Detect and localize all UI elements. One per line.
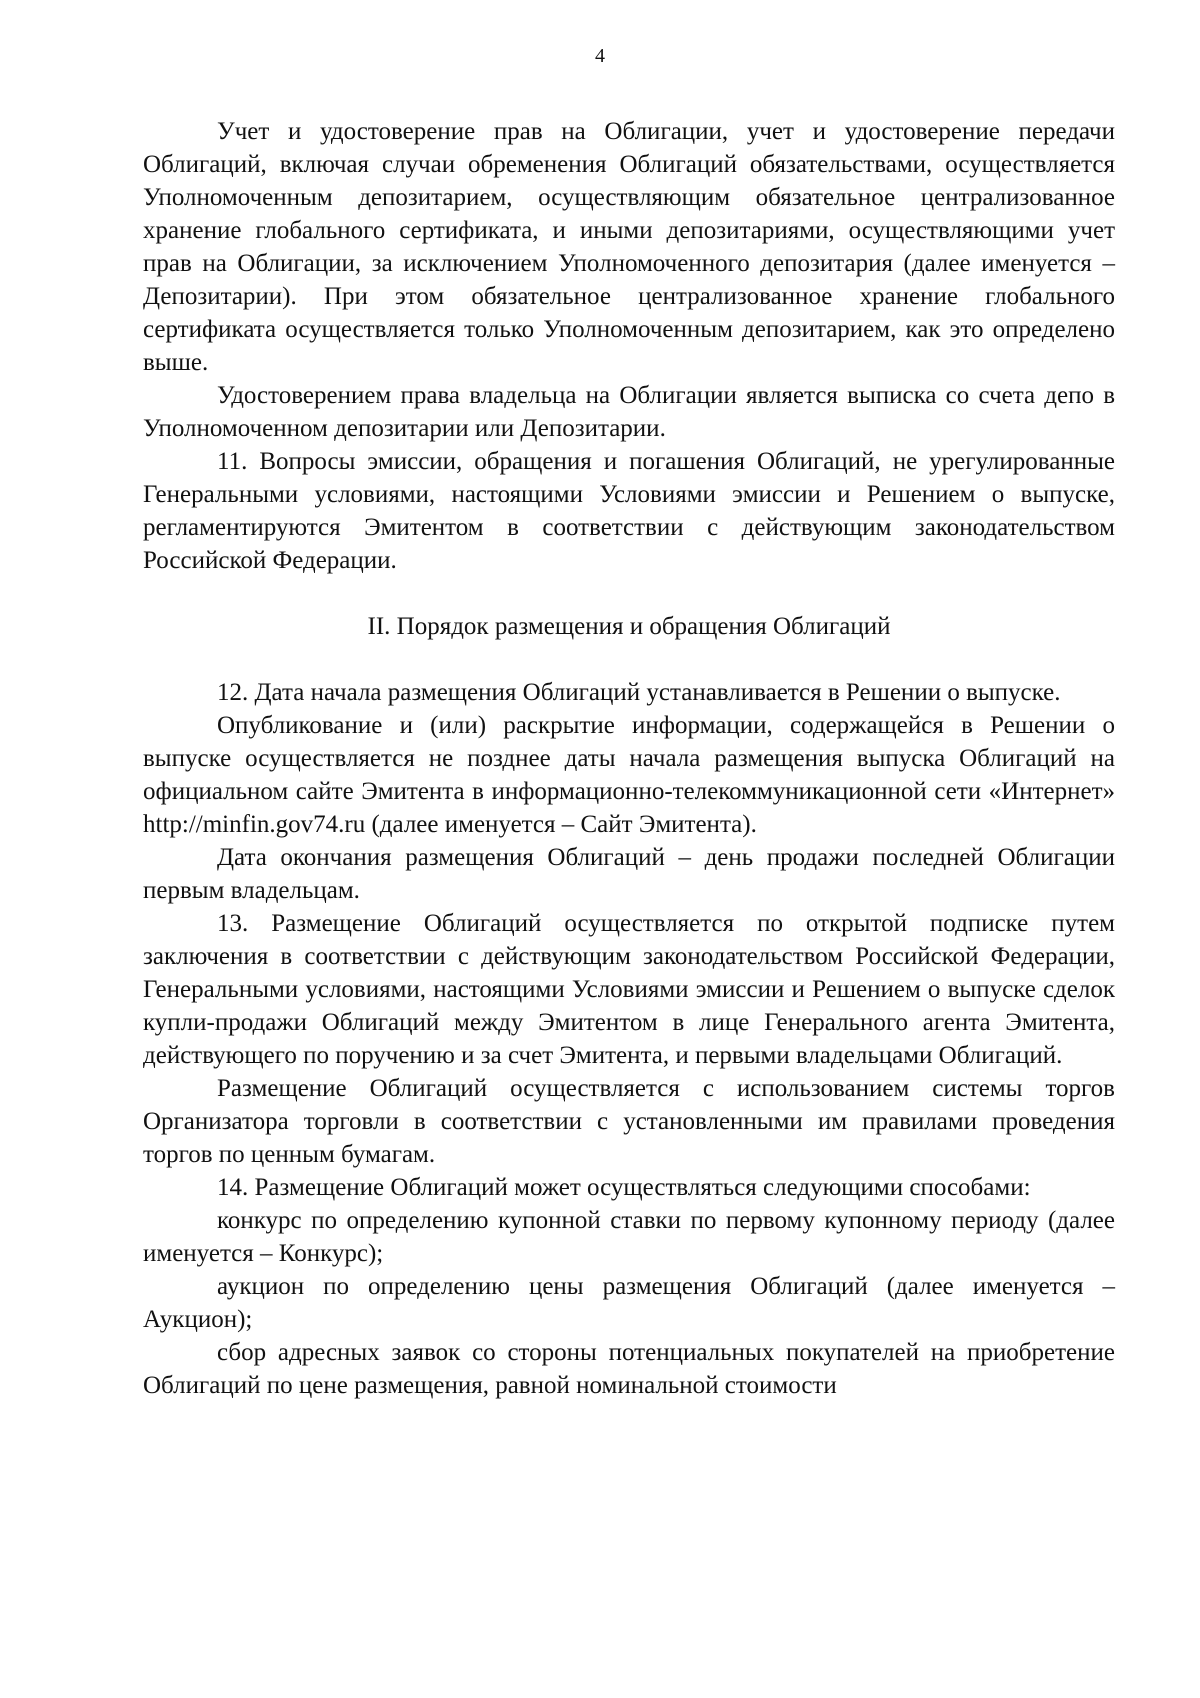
paragraph-item-12: 12. Дата начала размещения Облигаций устанавливается в Решении о выпуске. — [217, 679, 1061, 706]
paragraph-trading-system: Размещение Облигаций осуществляется с использованием системы торгов Организатора торговли в соответствии с установленными им правилами проведения торгов по ценным бумагам. — [143, 1075, 1115, 1168]
paragraph-item-14: 14. Размещение Облигаций может осуществляться следующими способами: — [217, 1174, 1031, 1201]
paragraph-rights-accounting: Учет и удостоверение прав на Облигации, учет и удостоверение передачи Облигаций, включая случаи обременения Облигаций обязательствами, осуществляется Уполномоченным депозитарием, осуществляющим обязательное централизованное хранение глобального сертификата, и иными депозитариями, осуществляющими учет прав на Облигации, за исключением Уполномоченного депозитария (далее именуется – Депозитарии). При этом обязательное централизованное хранение глобального сертификата осуществляется только Уполномоченным депозитарием, как это определено выше. — [143, 118, 1115, 376]
list-item-bids: сбор адресных заявок со стороны потенциальных покупателей на приобретение Облигаций по цене размещения, равной номинальной стоимости — [143, 1339, 1115, 1399]
paragraph-end-date: Дата окончания размещения Облигаций – день продажи последней Облигации первым владельцам. — [143, 844, 1115, 904]
list-item-contest: конкурс по определению купонной ставки по первому купонному периоду (далее именуется – Конкурс); — [143, 1207, 1115, 1267]
paragraph-item-13: 13. Размещение Облигаций осуществляется по открытой подписке путем заключения в соответствии с действующим законодательством Российской Федерации, Генеральными условиями, настоящими Условиями эмиссии и Решением о выпуске сделок купли-продажи Облигаций между Эмитентом в лице Генерального агента Эмитента, действующего по поручению и за счет Эмитента, и первыми владельцами Облигаций. — [143, 910, 1115, 1069]
section-heading: II. Порядок размещения и обращения Облигаций — [367, 613, 891, 640]
paragraph-item-11: 11. Вопросы эмиссии, обращения и погашения Облигаций, не урегулированные Генеральными условиями, настоящими Условиями эмиссии и Решением о выпуске, регламентируются Эмитентом в соответствии с действующим законодательством Российской Федерации. — [143, 448, 1115, 574]
list-item-auction: аукцион по определению цены размещения Облигаций (далее именуется – Аукцион); — [143, 1273, 1115, 1333]
page-number: 4 — [595, 45, 605, 67]
paragraph-publication: Опубликование и (или) раскрытие информации, содержащейся в Решении о выпуске осуществляется не позднее даты начала размещения выпуска Облигаций на официальном сайте Эмитента в информационно-телекоммуникационной сети «Интернет» http://minfin.gov74.ru (далее именуется – Сайт Эмитента). — [143, 712, 1115, 838]
paragraph-ownership-proof: Удостоверением права владельца на Облигации является выписка со счета депо в Уполномоченном депозитарии или Депозитарии. — [143, 382, 1115, 442]
document-body — [143, 115, 1115, 1402]
